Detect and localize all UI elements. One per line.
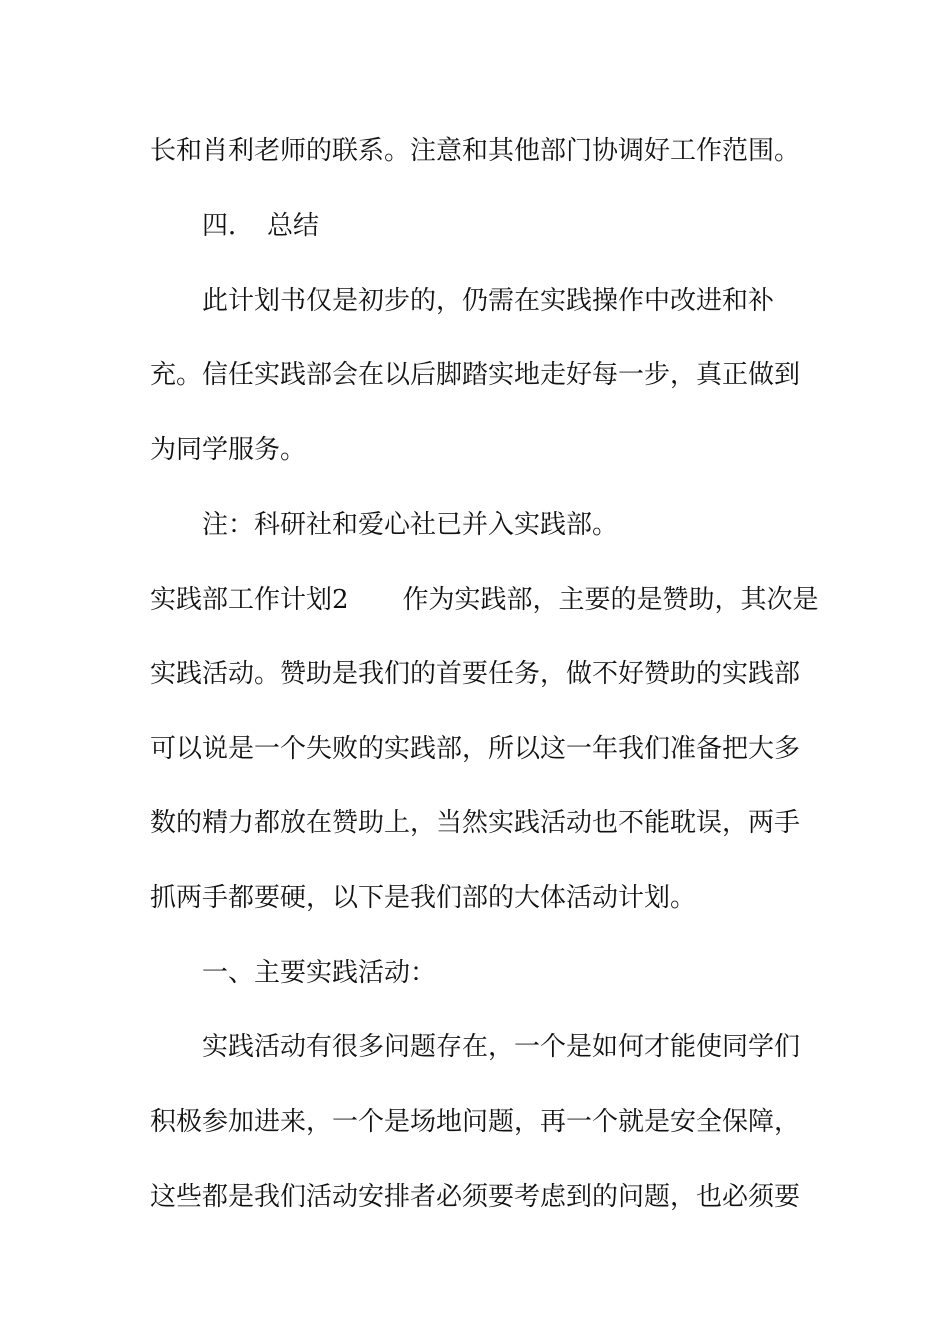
paragraph-line: 实践活动。赞助是我们的首要任务，做不好赞助的实践部 [150,659,801,689]
paragraph-line: 数的精力都放在赞助上，当然实践活动也不能耽误，两手 [150,808,801,838]
paragraph-line: 此计划书仅是初步的，仍需在实践操作中改进和补 [202,286,775,316]
document-title: 实践部工作计划2 [150,585,349,615]
paragraph-line: 可以说是一个失败的实践部，所以这一年我们准备把大多 [150,734,801,764]
note-line: 注：科研社和爱心社已并入实践部。 [202,510,619,540]
section-heading: 四． 总结 [202,211,320,241]
section-heading: 一、主要实践活动： [202,958,437,988]
paragraph-line: 为同学服务。 [150,435,307,465]
paragraph-text: 作为实践部，主要的是赞助，其次是 [402,585,819,615]
paragraph-line: 抓两手都要硬，以下是我们部的大体活动计划。 [150,883,697,913]
paragraph-line: 长和肖利老师的联系。注意和其他部门协调好工作范围。 [150,136,801,166]
paragraph-line [150,583,830,617]
paragraph-line: 充。信任实践部会在以后脚踏实地走好每一步，真正做到 [150,360,801,390]
paragraph-line: 实践活动有很多问题存在，一个是如何才能使同学们 [202,1032,801,1062]
paragraph-line: 这些都是我们活动安排者必须要考虑到的问题，也必须要 [150,1182,801,1212]
paragraph-line: 积极参加进来，一个是场地问题，再一个就是安全保障， [150,1107,801,1137]
